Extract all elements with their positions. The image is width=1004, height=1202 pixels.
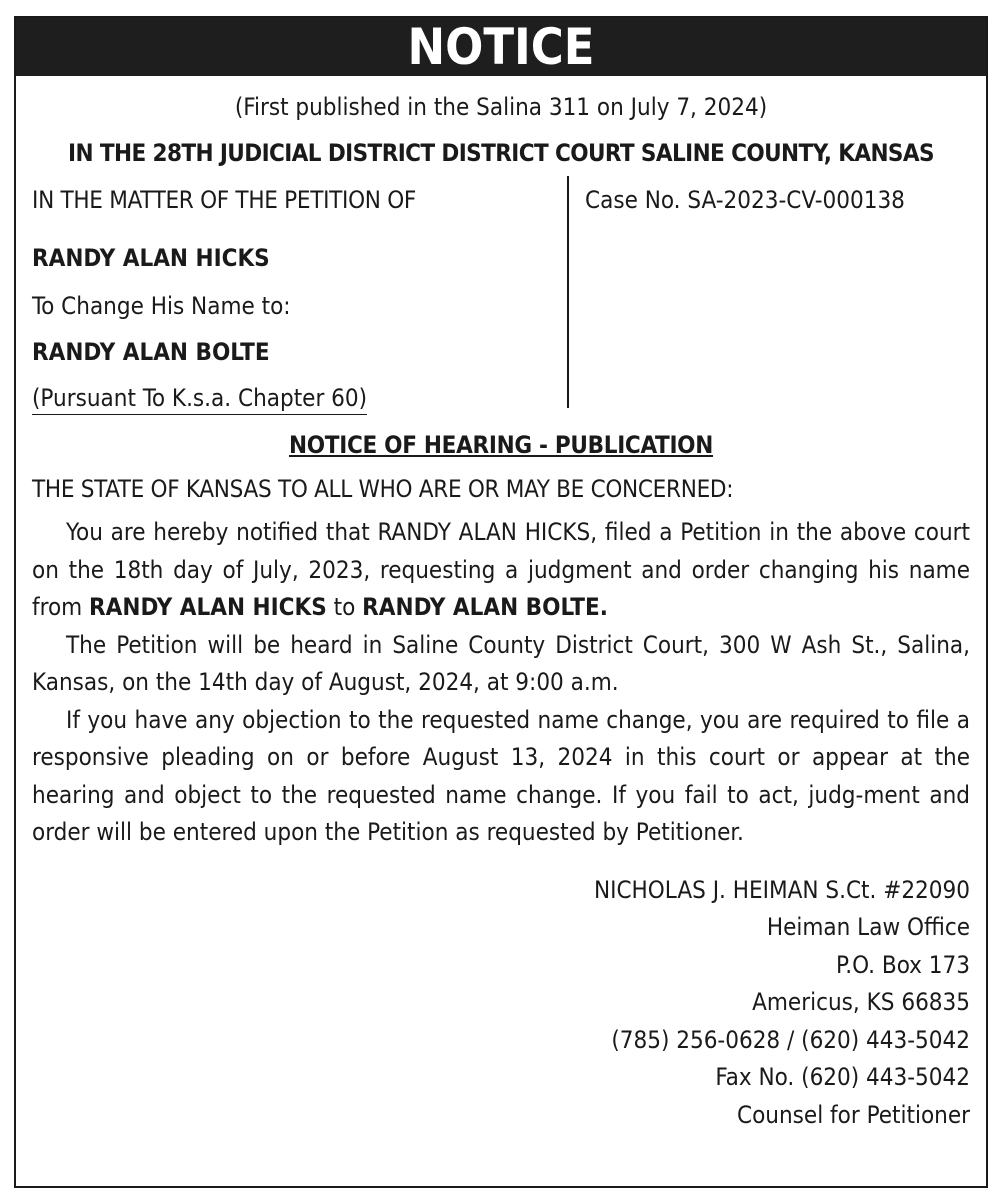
statute-reference: (Pursuant To K.s.a. Chapter 60): [32, 384, 367, 415]
phone-numbers: (785) 256-0628 / (620) 443-5042: [611, 1025, 970, 1054]
to-word: to: [326, 593, 363, 621]
caption-divider: [567, 176, 569, 408]
notice-body: [32, 514, 970, 852]
case-number: Case No. SA-2023-CV-000138: [585, 186, 905, 214]
matter-line: IN THE MATTER OF THE PETITION OF: [32, 186, 417, 214]
court-heading: IN THE 28TH JUDICIAL DISTRICT DISTRICT COURT SALINE COUNTY, KANSAS: [68, 139, 934, 167]
notice-title: NOTICE: [16, 18, 986, 76]
paragraph-petition-text: You are hereby notified that RANDY ALAN HICKS, filed a Petition in the above court on the 18th day of July, 2023, requesting a judgment and order changing his name from: [32, 518, 970, 621]
change-name-line: To Change His Name to:: [32, 292, 291, 320]
paragraph-hearing: The Petition will be heard in Saline County District Court, 300 W Ash St., Salina, Kansas, on the 14th day of August, 2024, at 9:00 a.m.: [32, 630, 970, 696]
paragraph-objection: If you have any objection to the requested name change, you are required to file a responsive pleading on or before August 13, 2024 in this court or appear at the hearing and object to the requested name change. If you fail to act, judg-ment and order will be entered upon the Petition as requested by Petitioner.: [32, 705, 970, 846]
po-box: P.O. Box 173: [836, 950, 970, 979]
law-firm: Heiman Law Office: [766, 913, 970, 941]
attorney-name: NICHOLAS J. HEIMAN S.Ct. #22090: [593, 875, 970, 904]
old-name-bold: RANDY ALAN HICKS: [89, 593, 327, 621]
petitioner-name: RANDY ALAN HICKS: [32, 244, 270, 272]
new-name: RANDY ALAN BOLTE: [32, 338, 270, 366]
counsel-role: Counsel for Petitioner: [736, 1100, 970, 1129]
legal-notice: [14, 16, 988, 1188]
addressee-line: THE STATE OF KANSAS TO ALL WHO ARE OR MAY BE CONCERNED:: [32, 475, 734, 503]
city-state-zip: Americus, KS 66835: [752, 988, 970, 1016]
hearing-title: NOTICE OF HEARING - PUBLICATION: [288, 431, 714, 459]
paragraph-petition: [32, 514, 970, 627]
fax-number: Fax No. (620) 443-5042: [715, 1063, 970, 1091]
signature-block: [16, 872, 970, 1135]
new-name-bold: RANDY ALAN BOLTE.: [362, 593, 608, 621]
case-caption: [16, 176, 986, 426]
publication-line: (First published in the Salina 311 on July 7, 2024): [234, 93, 768, 121]
